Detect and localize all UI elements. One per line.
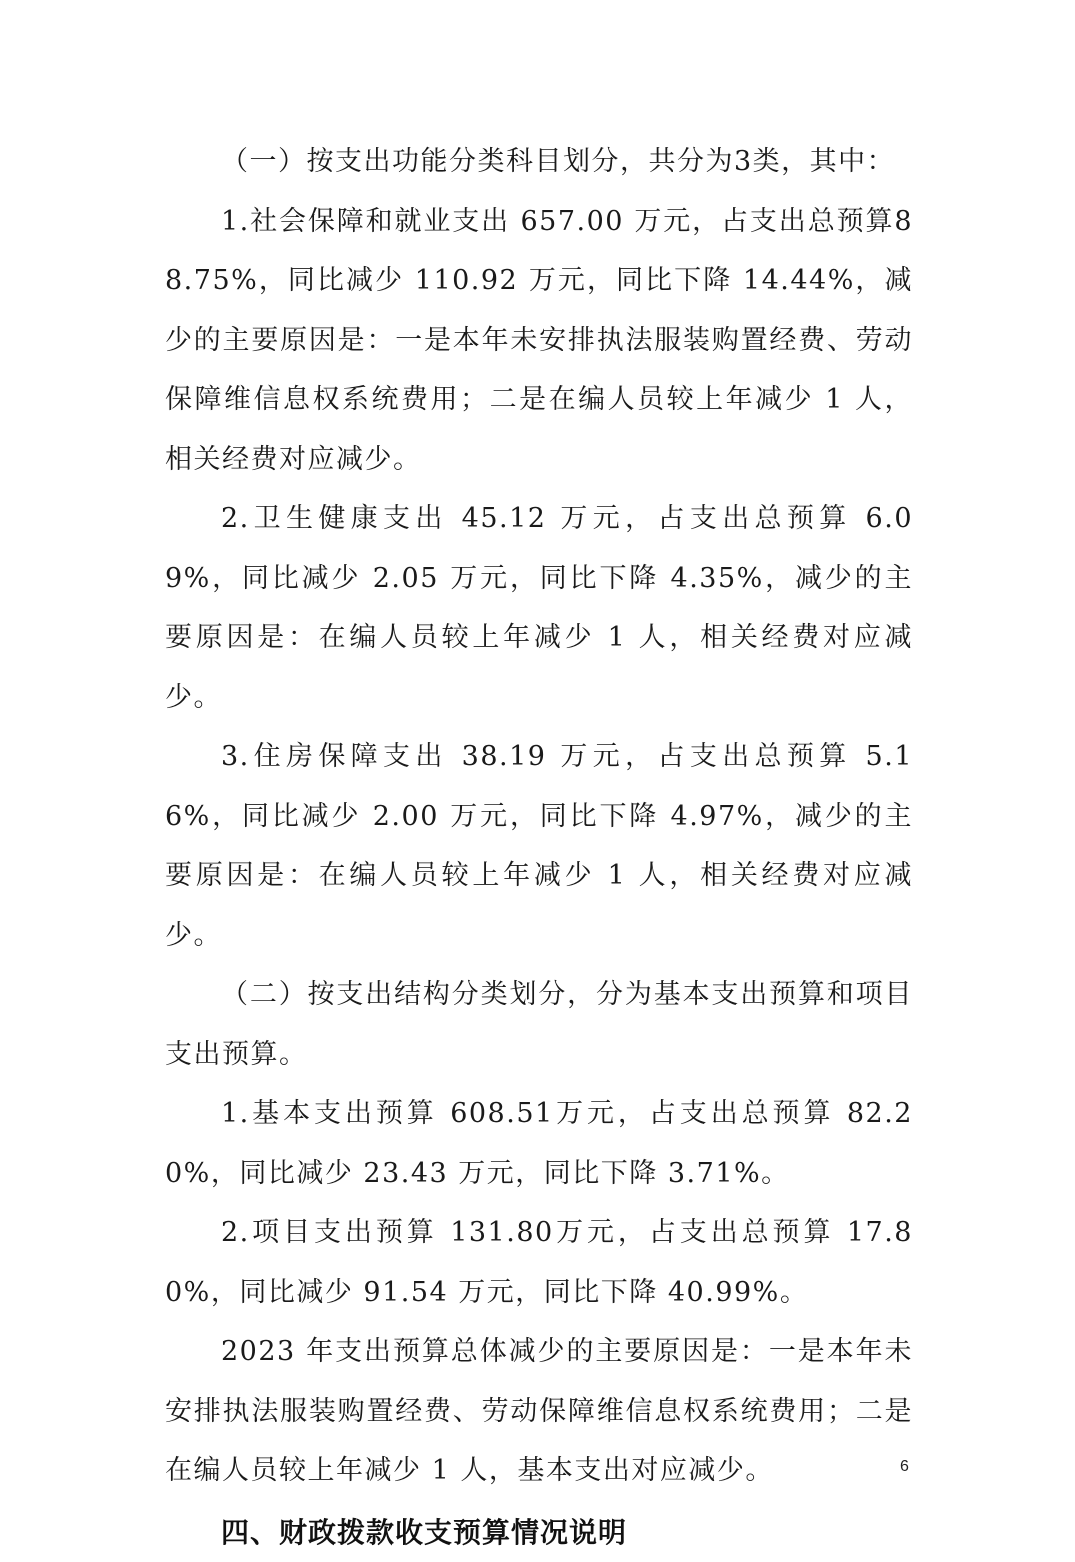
- document-body: [165, 132, 913, 1562]
- paragraph-overall-reason: 2023 年支出预算总体减少的主要原因是：一是本年未安排执法服装购置经费、劳动保障维信息权系统费用；二是在编人员较上年减少 1 人，基本支出对应减少。: [165, 1322, 913, 1501]
- paragraph-housing: 3.住房保障支出 38.19 万元，占支出总预算 5.16%，同比减少 2.00 万元，同比下降 4.97%，减少的主要原因是：在编人员较上年减少 1 人，相关经费对应减少。: [165, 727, 913, 965]
- paragraph-project-expenditure: 2.项目支出预算 131.80万元，占支出总预算 17.80%，同比减少 91.54 万元，同比下降 40.99%。: [165, 1203, 913, 1322]
- page-number: 6: [900, 1458, 909, 1476]
- paragraph-basic-expenditure: 1.基本支出预算 608.51万元，占支出总预算 82.20%，同比减少 23.43 万元，同比下降 3.71%。: [165, 1084, 913, 1203]
- paragraph-social-security: 1.社会保障和就业支出 657.00 万元，占支出总预算88.75%，同比减少 110.92 万元，同比下降 14.44%，减少的主要原因是：一是本年未安排执法服装购置经费、劳动保障维信息权系统费用；二是在编人员较上年减少 1 人，相关经费对应减少。: [165, 192, 913, 490]
- paragraph-health: 2.卫生健康支出 45.12 万元，占支出总预算 6.09%，同比减少 2.05 万元，同比下降 4.35%，减少的主要原因是：在编人员较上年减少 1 人，相关经费对应减少。: [165, 489, 913, 727]
- paragraph-structure-classification: （二）按支出结构分类划分，分为基本支出预算和项目支出预算。: [165, 965, 913, 1084]
- paragraph-functional-classification: （一）按支出功能分类科目划分，共分为3类，其中：: [165, 132, 913, 192]
- section-heading: 四、财政拨款收支预算情况说明: [165, 1503, 913, 1562]
